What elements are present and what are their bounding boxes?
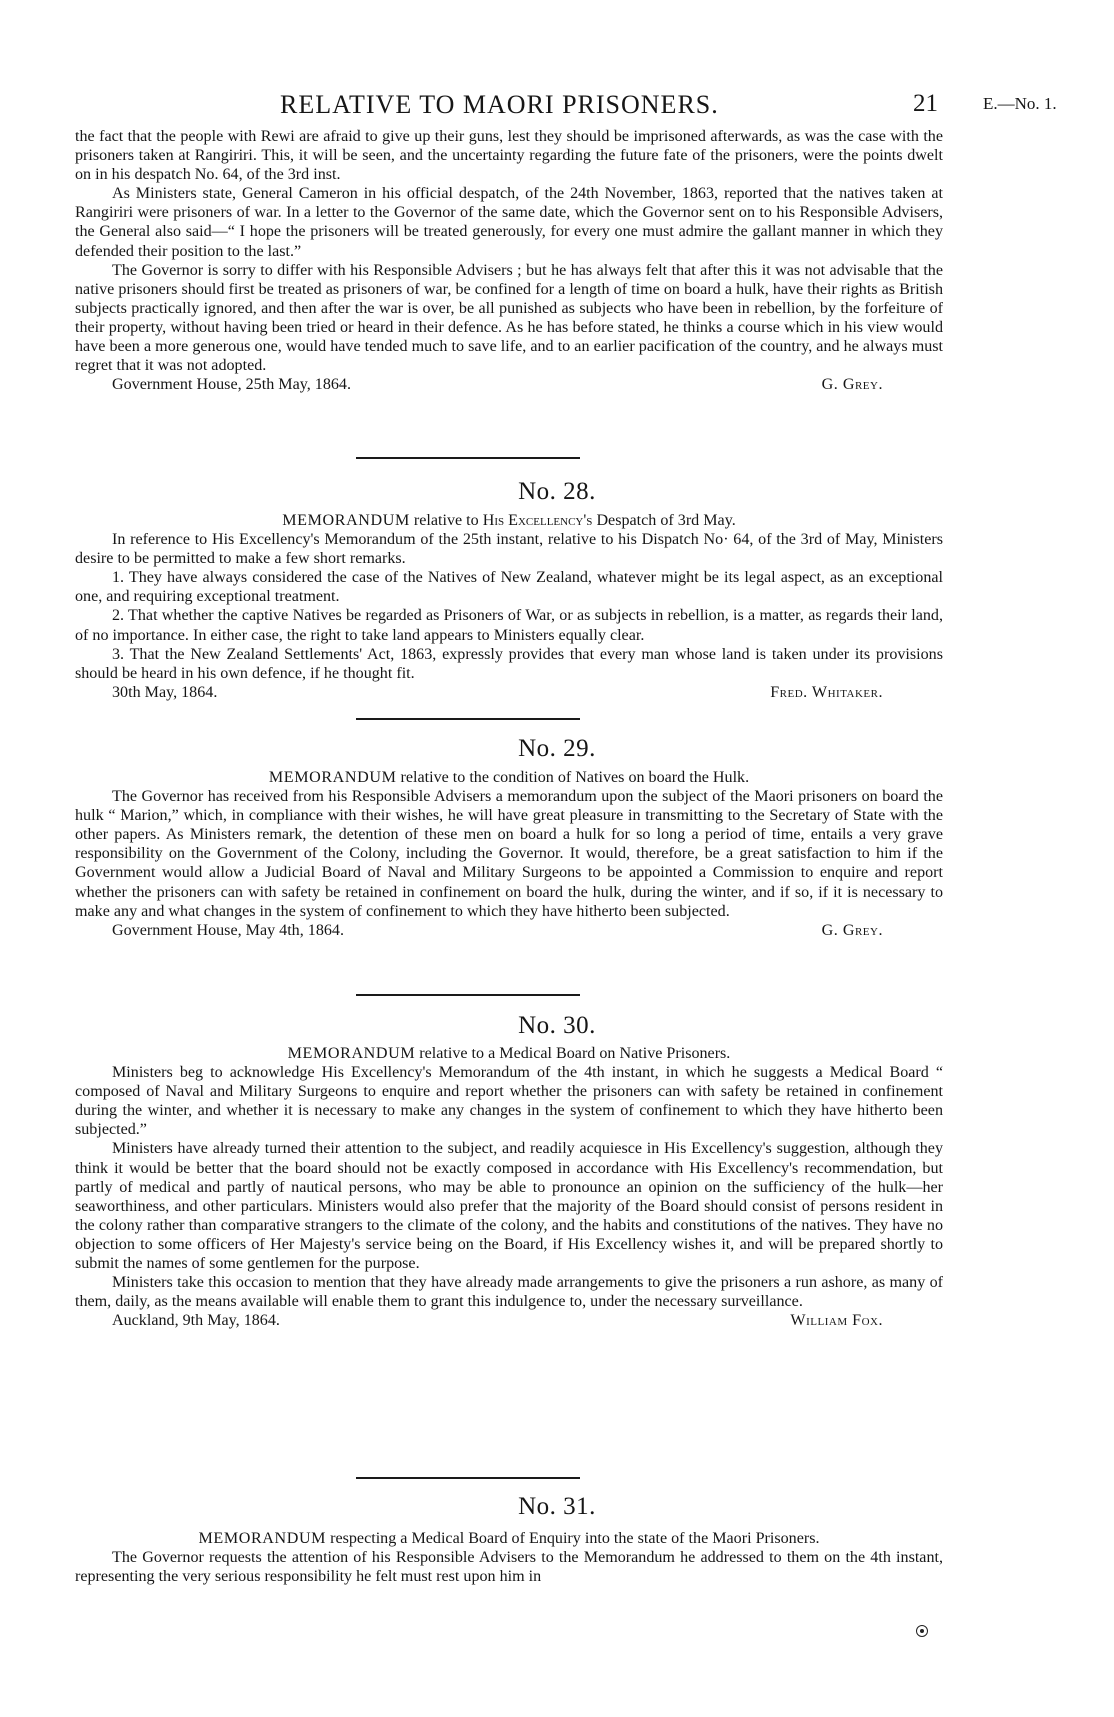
intro-paragraph-2: As Ministers state, General Cameron in his official despatch, of the 24th November, 1863, reported that the natives taken at Rangiriri were prisoners of war. In a letter to the Governor of the same date, which the Governor sent on to his Responsible Advisers, the General also said—“ I hope the prisoners will be treated generously, for every one must admire the gallant manner in which they defended their position to the last.” (75, 185, 943, 260)
doc30-heading (75, 1044, 943, 1063)
intro-signature: G. Grey. (821, 376, 883, 394)
intro-place-date: Government House, 25th May, 1864. (112, 376, 351, 394)
divider-rule-2 (356, 718, 580, 720)
intro-paragraph-3: The Governor is sorry to differ with his Responsible Advisers ; but he has always felt that after this it was not advisable that the native prisoners should first be treated as prisoners of war, be confined for a length of time on board a hulk, have their rights as British subjects practically ignored, and then after the war is over, be all punished as subjects who have been in rebellion, by the forfeiture of their property, without having been tried or heard in their defence. As he has before stated, he thinks a course which in his view would have been a more generous one, would have tended much to save life, and to an earlier pacification of the country, and he always must regret that it was not adopted. (75, 261, 943, 375)
doc28-heading (75, 511, 943, 530)
doc29-heading-rest: relative to the condition of Natives on board the Hulk. (400, 769, 750, 786)
doc31-heading-rest: respecting a Medical Board of Enquiry into the state of the Maori Prisoners. (330, 1530, 820, 1547)
doc30-paragraph-2: Ministers have already turned their attention to the subject, and readily acquiesce in His Excellency's suggestion, although they think it would be better that the board should not be exactly composed in accordance with His Excellency's recommendation, but partly of medical and partly of nautical persons, who may be able to pronounce an opinion on the sufficiency of the hulk—her seaworthiness, and other particulars. Ministers would also prefer that the majority of the Board should consist of persons resident in the colony rather than comparative strangers to the climate of the colony, and the habits and constitutions of the natives. They have no objection to some officers of Her Majesty's service being on the Board, if His Excellency wishes it, and will be prepared shortly to submit the names of some gentlemen for the purpose. (75, 1140, 943, 1273)
doc30-heading-rest: relative to a Medical Board on Native Prisoners. (419, 1045, 731, 1062)
doc30-place-date: Auckland, 9th May, 1864. (112, 1312, 280, 1330)
doc28-heading-pre: relative to (413, 512, 479, 529)
doc31-section (75, 1529, 943, 1586)
doc28-signature: Fred. Whitaker. (770, 683, 883, 701)
divider-rule-4 (356, 1477, 580, 1479)
doc30-signature-line (75, 1311, 943, 1330)
doc31-number: No. 31. (518, 1493, 596, 1520)
divider-rule-3 (356, 994, 580, 996)
doc28-paragraph-4: 3. That the New Zealand Settlements' Act, 1863, expressly provides that every man whose land is taken under its provisions should be heard in his own defence, if he thought fit. (75, 645, 943, 682)
doc28-paragraph-2: 1. They have always considered the case of the Natives of New Zealand, whatever might be its legal aspect, as an exceptional one, and requiring exceptional treatment. (75, 569, 943, 606)
doc30-paragraph-1: Ministers beg to acknowledge His Excellency's Memorandum of the 4th instant, in which he suggests a Medical Board “ composed of Naval and Military Surgeons to enquire and report whether the prisoners can with safety be retained in confinement during the winter, and whether it is necessary to make any changes in the system of confinement to which they have hitherto been subjected.” (75, 1064, 943, 1139)
doc28-date: 30th May, 1864. (112, 683, 218, 701)
doc31-paragraph-1: The Governor requests the attention of his Responsible Advisers to the Memorandum he addressed to them on the 4th instant, representing the very serious responsibility he felt must rest upon him in (75, 1549, 943, 1586)
doc28-paragraph-1: In reference to His Excellency's Memorandum of the 25th instant, relative to his Dispatch No· 64, of the 3rd of May, Ministers desire to be permitted to make a few short remarks. (75, 531, 943, 568)
doc28-paragraph-3: 2. That whether the captive Natives be regarded as Prisoners of War, or as subjects in rebellion, is a matter, as regards their land, of no importance. In either case, the right to take land appears to Ministers equally clear. (75, 607, 943, 644)
doc29-paragraph-1: The Governor has received from his Responsible Advisers a memorandum upon the subject of the Maori prisoners on board the hulk “ Marion,” which, in compliance with their wishes, he will have great pleasure in transmitting to the Secretary of State with the other papers. As Ministers remark, the detention of these men on board a hulk for so long a period of time, entails a very grave responsibility on the Government of the Colony, including the Governor. It would, therefore, be a great satisfaction to him if the Government would allow a Judicial Board of Naval and Military Surgeons to be appointed a Commission to enquire and report whether the prisoners can with safety be retained in confinement on board the hulk, during the winter, and if so, if it is necessary to make any and what changes in the system of confinement to which they have hitherto been subjected. (75, 788, 943, 920)
doc29-place-date: Government House, May 4th, 1864. (112, 921, 344, 939)
doc28-number: No. 28. (518, 478, 596, 505)
doc31-heading-memo: MEMORANDUM (198, 1530, 327, 1547)
doc30-section (75, 1044, 943, 1330)
page-number: 21 (913, 90, 938, 117)
doc29-heading-memo: MEMORANDUM (268, 769, 397, 786)
doc28-heading-excellency: His Excellency's (482, 512, 593, 529)
intro-paragraph-1: the fact that the people with Rewi are afraid to give up their guns, lest they should be imprisoned afterwards, as was the case with the prisoners taken at Rangiriri. This, it will be seen, and the uncertainty regarding the future fate of the prisoners, were the points dwelt on in his despatch No. 64, of the 3rd inst. (75, 128, 943, 184)
doc28-signature-line (75, 683, 943, 702)
intro-section (75, 127, 943, 394)
doc29-signature: G. Grey. (821, 921, 883, 939)
doc28-heading-post: Despatch of 3rd May. (596, 512, 736, 529)
running-header-title: RELATIVE TO MAORI PRISONERS. (280, 90, 719, 119)
divider-rule-1 (356, 457, 580, 459)
doc30-signature: William Fox. (790, 1312, 883, 1330)
document-reference: E.—No. 1. (983, 94, 1057, 113)
doc29-number: No. 29. (518, 735, 596, 762)
doc28-section (75, 511, 943, 702)
intro-signature-line (75, 375, 943, 394)
doc30-paragraph-3: Ministers take this occasion to mention that they have already made arrangements to give the prisoners a run ashore, as many of them, daily, as the means available will enable them to grant this indulgence to, under the necessary surveillance. (75, 1274, 943, 1311)
doc29-section (75, 768, 943, 940)
doc29-heading (75, 768, 943, 787)
doc28-heading-memo: MEMORANDUM (282, 512, 410, 529)
doc30-number: No. 30. (518, 1012, 596, 1039)
doc30-heading-memo: MEMORANDUM (287, 1045, 416, 1062)
doc31-heading (75, 1529, 943, 1548)
doc29-signature-line (75, 921, 943, 940)
printer-ornament-icon (916, 1625, 928, 1637)
